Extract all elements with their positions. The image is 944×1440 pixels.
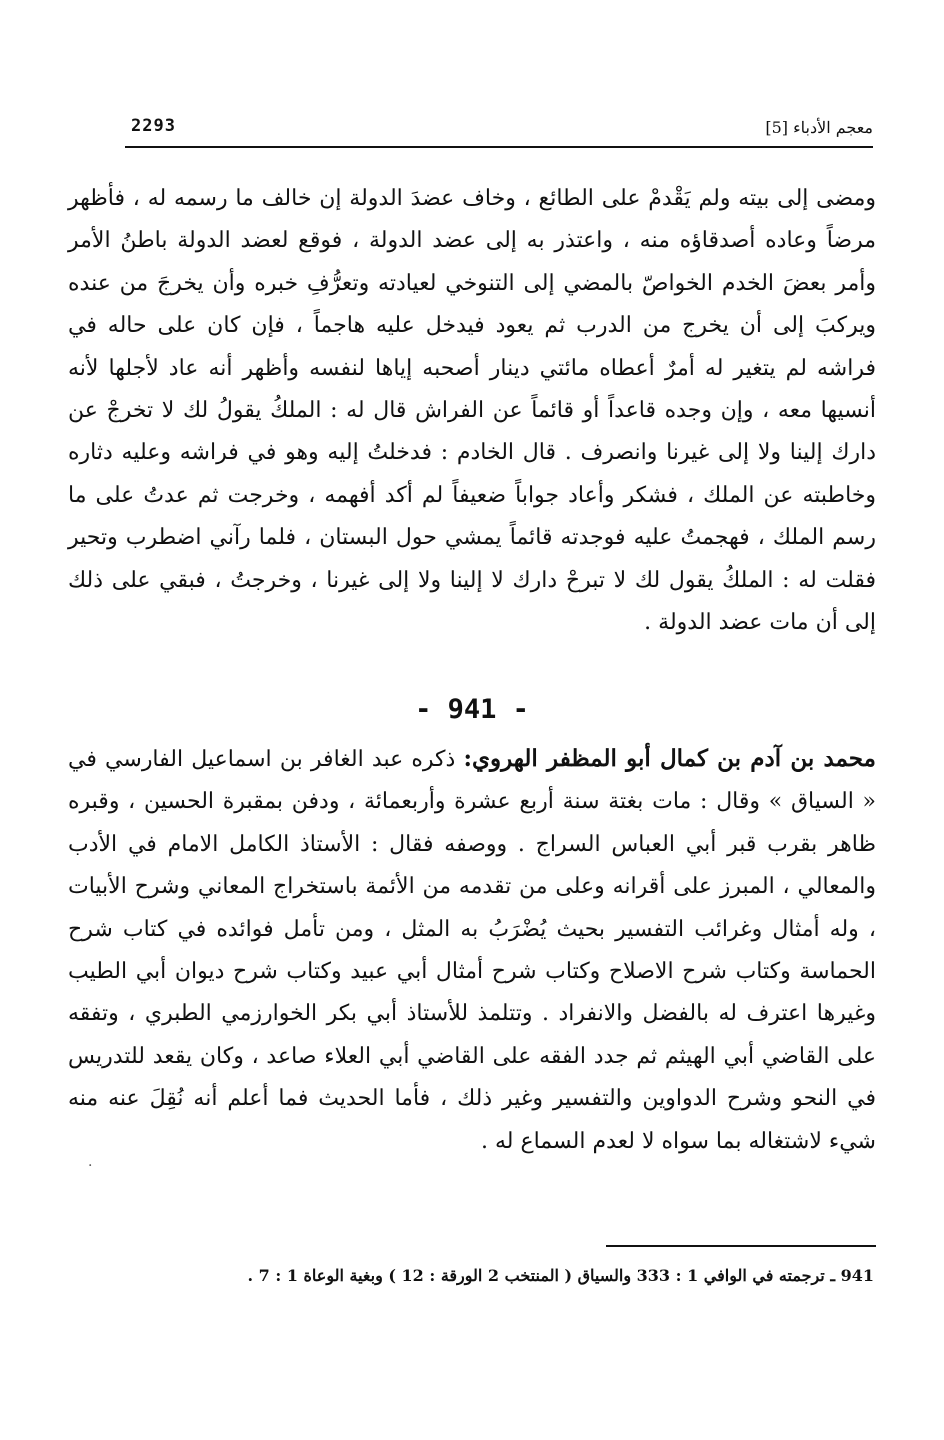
footnote: 941 ـ ترجمته في الوافي 1 : 333 والسياق ( المنتخب 2 الورقة : 12 ) وبغية الوعاة 1 : 7 . (247, 1266, 874, 1285)
running-header (125, 112, 873, 148)
margin-mark: · (88, 1158, 93, 1174)
continuation-text-block (68, 178, 876, 644)
entry-number: - 941 - (415, 694, 529, 725)
entry-paragraph (68, 738, 876, 1163)
footnote-divider (606, 1245, 876, 1247)
entry-name: محمد بن آدم بن كمال أبو المظفر الهروي: (463, 745, 876, 772)
book-title: معجم الأدباء [5] (765, 118, 873, 137)
biography-entry (68, 738, 876, 1163)
continuation-paragraph: ومضى إلى بيته ولم يَقْدمْ على الطائع ، وخاف عضدَ الدولة إن خالف ما رسمه له ، فأظهر مرضاً وعاده أصدقاؤه منه ، واعتذر به إلى عضد الدولة ، فوقع لعضد الدولة باطنُ الأمر وأمر بعضَ الخدم الخواصّ بالمضي إلى التنوخي لعيادته وتعرُّفِ خبره وأن يخرجَ من عنده ويركبَ إلى أن يخرج من الدرب ثم يعود فيدخل عليه هاجماً ، فإن كان على حاله في فراشه لم يتغير له أمرٌ أعطاه مائتي دينار أصحبه إياها لنفسه وأظهر أنه عاد لأجلها لأنه أنسيها معه ، وإن وجده قاعداً أو قائماً عن الفراش قال له : الملكُ يقولُ لك لا تخرجْ عن دارك إلينا ولا إلى غيرنا وانصرف . قال الخادم : فدخلتُ إليه وهو في فراشه وعليه دثاره وخاطبته عن الملك ، فشكر وأعاد جواباً ضعيفاً لم أكد أفهمه ، وخرجت ثم عدتُ على ما رسم الملك ، فهجمتُ عليه فوجدته قائماً يمشي حول البستان ، فلما رآني اضطرب وتحير فقلت له : الملكُ يقول لك لا تبرحْ دارك لا إلينا ولا إلى غيرنا ، وخرجتُ ، فبقي على ذلك إلى أن مات عضد الدولة . (68, 186, 876, 636)
page-number: 2293 (131, 116, 176, 136)
entry-body: ذكره عبد الغافر بن اسماعيل الفارسي في « السياق » وقال : مات بغتة سنة أربع عشرة وأربعمائة ، ودفن بمقبرة الحسين ، وقبره ظاهر بقرب قبر أبي العباس السراج . ووصفه فقال : الأستاذ الكامل الامام في الأدب والمعالي ، المبرز على أقرانه وعلى من تقدمه من الأئمة باستخراج المعاني وشرح الأبيات ، وله أمثال وغرائب التفسير بحيث يُضْرَبُ به المثل ، ومن تأمل فوائده في كتاب شرح الحماسة وكتاب شرح الاصلاح وكتاب شرح أمثال أبي عبيد وكتاب شرح ديوان أبي الطيب وغيرها اعترف له بالفضل والانفراد . وتتلمذ للأستاذ أبي بكر الخوارزمي الطبري ، وتفقه على القاضي أبي الهيثم ثم جدد الفقه على القاضي أبي العلاء صاعد ، وكان يقعد للتدريس في النحو وشرح الدواوين والتفسير وغير ذلك ، فأما الحديث فما أعلم أنه نُقِلَ عنه منه شيء لاشتغاله بما سواه لا لعدم السماع له . (68, 747, 876, 1154)
